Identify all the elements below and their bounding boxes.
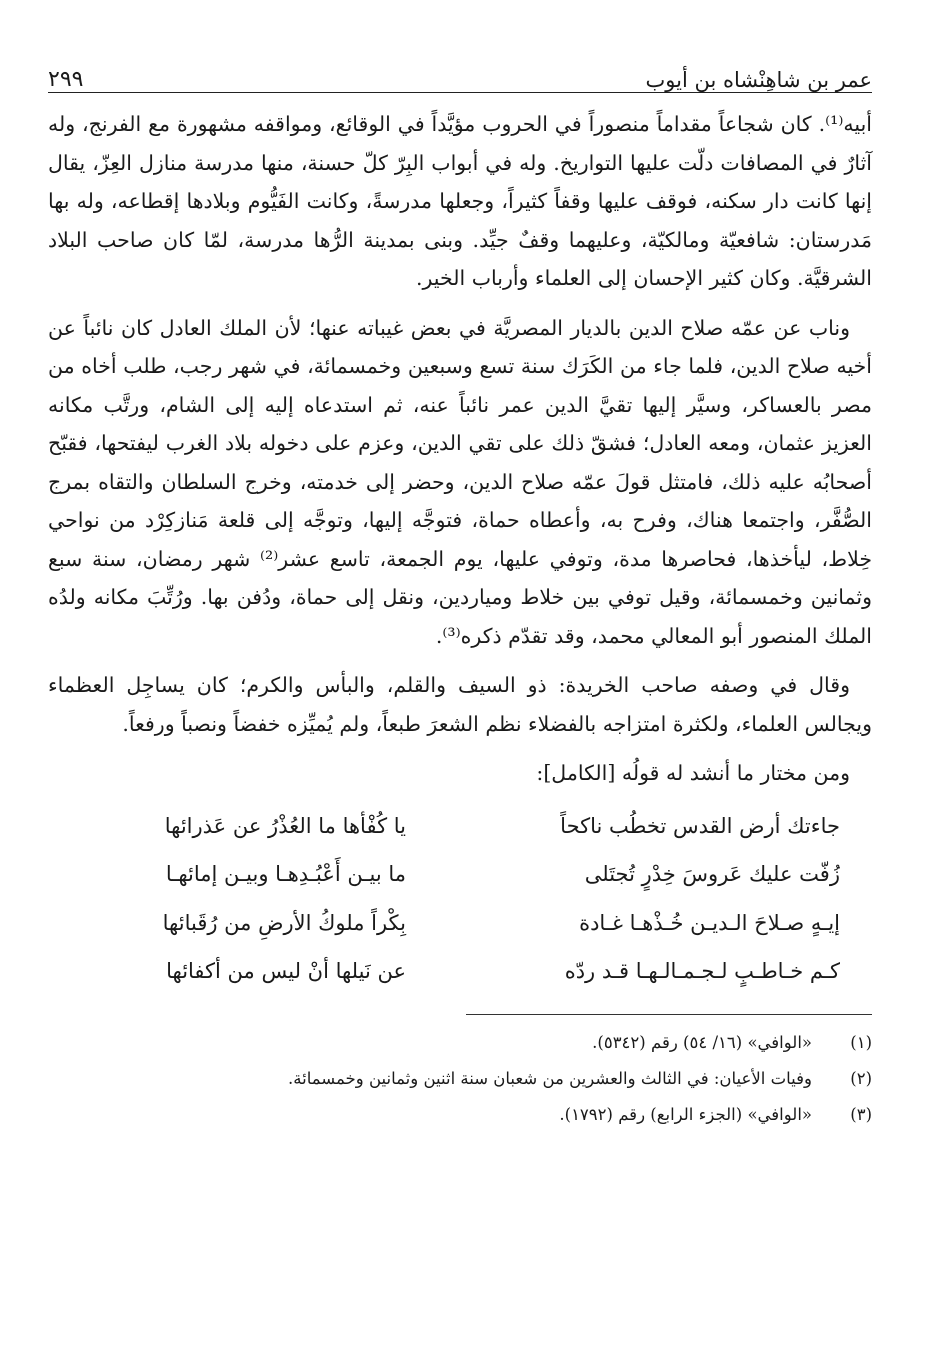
footnote bbox=[48, 1061, 872, 1097]
verse-first-hemistich: زُفّت عليك عَروسَ خِدْرٍ تُجتَلى bbox=[584, 862, 840, 886]
footnote bbox=[48, 1025, 872, 1061]
body-text bbox=[48, 105, 872, 793]
verse-line bbox=[48, 899, 872, 948]
page-number: ٢٩٩ bbox=[48, 67, 84, 92]
verse-second-hemistich: بِكْراً ملوكُ الأرضِ من رُقَبائها bbox=[162, 910, 406, 935]
footnotes bbox=[48, 1025, 872, 1133]
paragraph-2: وناب عن عمّه صلاح الدين بالديار المصريَّة في بعض غيباته عنها؛ لأن الملك العادل كان نائباً عن أخيه صلاح الدين، فلما جاء من الكَرَك سنة تسع وسبعين وخمسمائة، في شهر رجب، طلب أخاه من مصر بالعساكر، وسيَّر إليها تقيَّ الدين عمر نائباً عنه، ثم استدعاه إليه إلى الشام، ورتَّب مكانه العزيز عثمان، ومعه العادل؛ فشقّ ذلك على تقي الدين، وعزم على دخوله بلاد الغرب ليفتحها، فقبّح أصحابُه عليه ذلك، فامتثل قولَ عمّه صلاح الدين، وحضر إلى خدمته، وخرج السلطان والتقاه بمرج الصُّفَّر، واجتمعا هناك، وفرح به، وأعطاه حماة، فتوجَّه إليها، وتوجَّه إلى قلعة مَنازكِرْد من نواحي خِلاط، ليأخذها، فحاصرها مدة، وتوفي عليها، يوم الجمعة، تاسع عشر⁽²⁾ شهر رمضان، سنة سبع وثمانين وخمسمائة، وقيل توفي بين خلاط ومياردين، ونقل إلى حماة، ودُفن بها. ورُتِّبَ مكانه ولدُه الملك المنصور أبو المعالي محمد، وقد تقدّم ذكره⁽³⁾. bbox=[48, 315, 872, 648]
verse-first-hemistich: جاءتك أرض القدس تخطُب ناكحاً bbox=[560, 813, 840, 838]
verse-line bbox=[48, 802, 872, 851]
footnote bbox=[48, 1097, 872, 1133]
verse-second-hemistich: ما بيـن أَعْبُـدِهـا وبيـن إمائهـا bbox=[165, 862, 406, 886]
poem bbox=[48, 802, 872, 996]
footnote-text: وفيات الأعيان: في الثالث والعشرين من شعبان سنة اثنين وثمانين وخمسمائة. bbox=[288, 1068, 812, 1088]
verse-first-hemistich: إيـهٍ صـلاحَ الـديـن خُـذْهـا غـادة bbox=[579, 910, 840, 935]
footnote-number: (٣) bbox=[850, 1104, 872, 1124]
verse-line bbox=[48, 850, 872, 899]
footnote-divider bbox=[466, 1014, 872, 1015]
running-title: عمر بن شاهِنْشاه بن أيوب bbox=[645, 68, 872, 92]
poem-intro: ومن مختار ما أنشد له قولُه [الكامل]: bbox=[536, 761, 850, 785]
footnote-number: (٢) bbox=[850, 1068, 872, 1088]
paragraph-1: أبيه⁽¹⁾. كان شجاعاً مقداماً منصوراً في الحروب مؤيَّداً في الوقائع، ومواقفه مشهورة مع الفرنج، وله آثارٌ في المصافات دلّت عليها التواريخ. وله في أبواب البِرّ كلّ حسنة، منها مدرسة منازل العِزّ، يقال إنها كانت دار سكنه، فوقف عليها وقفاً كثيراً، وجعلها مدرسةً، وكانت الفَيُّوم وبلادها إقطاعه، وله بها مَدرستان: شافعيّة ومالكيّة، وعليهما وقفٌ جيِّد. وبنى بمدينة الرُّها مدرسة، لمّا كان صاحب البلاد الشرقيَّة. وكان كثير الإحسان إلى العلماء وأرباب الخير. bbox=[48, 112, 872, 290]
footnote-text: «الوافي» (١٦/ ٥٤) رقم (٥٣٤٢). bbox=[592, 1032, 812, 1052]
running-header bbox=[48, 48, 872, 93]
verse-second-hemistich: يا كُفْأها ما العُذْرُ عن عَذرائها bbox=[164, 813, 406, 838]
verse-first-hemistich: كـم خـاطـبٍ لـجـمـالـهـا قـد ردّه bbox=[564, 959, 840, 983]
footnote-text: «الوافي» (الجزء الرابع) رقم (١٧٩٢). bbox=[559, 1104, 812, 1124]
paragraph-3: وقال في وصفه صاحب الخريدة: ذو السيف والقلم، والبأس والكرم؛ كان يساجِل العظماء ويجالس العلماء، ولكثرة امتزاجه بالفضلاء نظم الشعرَ طبعاً، ولم يُميِّزه خفضاً ونصباً ورفعاً. bbox=[48, 673, 872, 736]
footnote-number: (١) bbox=[850, 1032, 872, 1052]
verse-line bbox=[48, 947, 872, 996]
verse-second-hemistich: عن نَيلها أنْ ليس من أكفائها bbox=[166, 959, 406, 983]
